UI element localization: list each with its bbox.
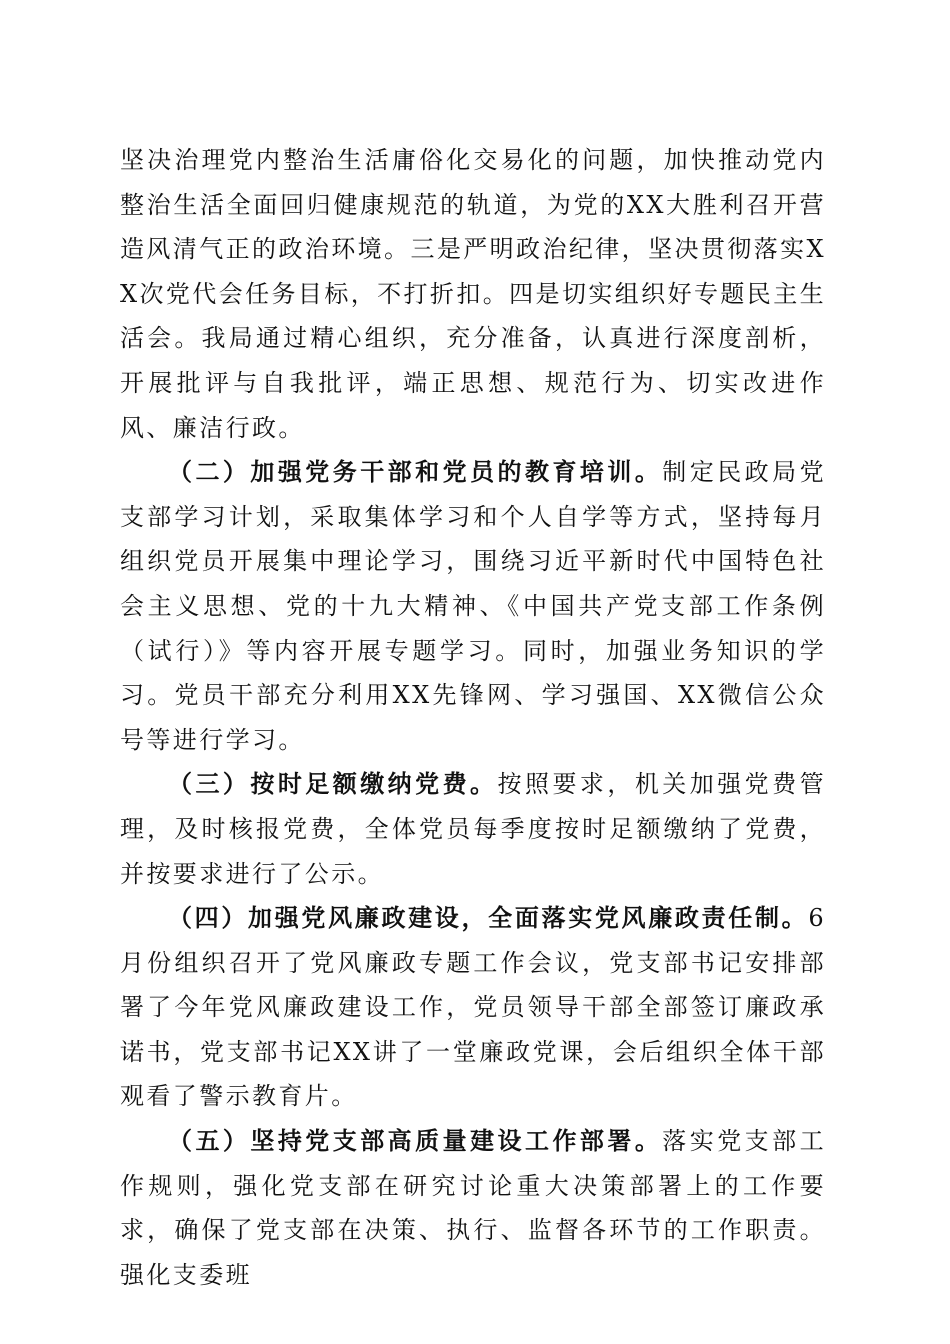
paragraph-training [120, 450, 826, 762]
paragraph-heading: （三）按时足额缴纳党费。 [168, 769, 498, 799]
paragraph-body: 按照要求，机关加强党费管理，及时核报党费，全体党员每季度按时足额缴纳了党费，并按要求进行了公示。 [120, 770, 826, 888]
paragraph-heading: （二）加强党务干部和党员的教育培训。 [168, 457, 663, 487]
paragraph-heading: （五）坚持党支部高质量建设工作部署。 [168, 1126, 663, 1156]
paragraph-body: 落实党支部工作规则，强化党支部在研究讨论重大决策部署上的工作要求，确保了党支部在决策、执行、监督各环节的工作职责。强化支委班 [120, 1127, 826, 1289]
paragraph-continuation [120, 138, 826, 450]
paragraph-branch-building [120, 1119, 826, 1297]
document-page [120, 138, 826, 1297]
paragraph-body: 坚决治理党内整治生活庸俗化交易化的问题，加快推动党内整治生活全面回归健康规范的轨道，为党的XX大胜利召开营造风清气正的政治环境。三是严明政治纪律，坚决贯彻落实XX次党代会任务目标，不打折扣。四是切实组织好专题民主生活会。我局通过精心组织，充分准备，认真进行深度剖析，开展批评与自我批评，端正思想、规范行为、切实改进作风、廉洁行政。 [120, 146, 826, 442]
paragraph-party-dues [120, 762, 826, 896]
paragraph-heading: （四）加强党风廉政建设，全面落实党风廉政责任制。 [168, 903, 809, 933]
paragraph-body: 6月份组织召开了党风廉政专题工作会议，党支部书记安排部署了今年党风廉政建设工作，党员领导干部全部签订廉政承诺书，党支部书记XX讲了一堂廉政党课，会后组织全体干部观看了警示教育片。 [120, 904, 826, 1111]
paragraph-body: 制定民政局党支部学习计划，采取集体学习和个人自学等方式，坚持每月组织党员开展集中理论学习，围绕习近平新时代中国特色社会主义思想、党的十九大精神、《中国共产党支部工作条例（试行）》等内容开展专题学习。同时，加强业务知识的学习。党员干部充分利用XX先锋网、学习强国、XX微信公众号等进行学习。 [120, 458, 826, 754]
paragraph-integrity [120, 896, 826, 1119]
